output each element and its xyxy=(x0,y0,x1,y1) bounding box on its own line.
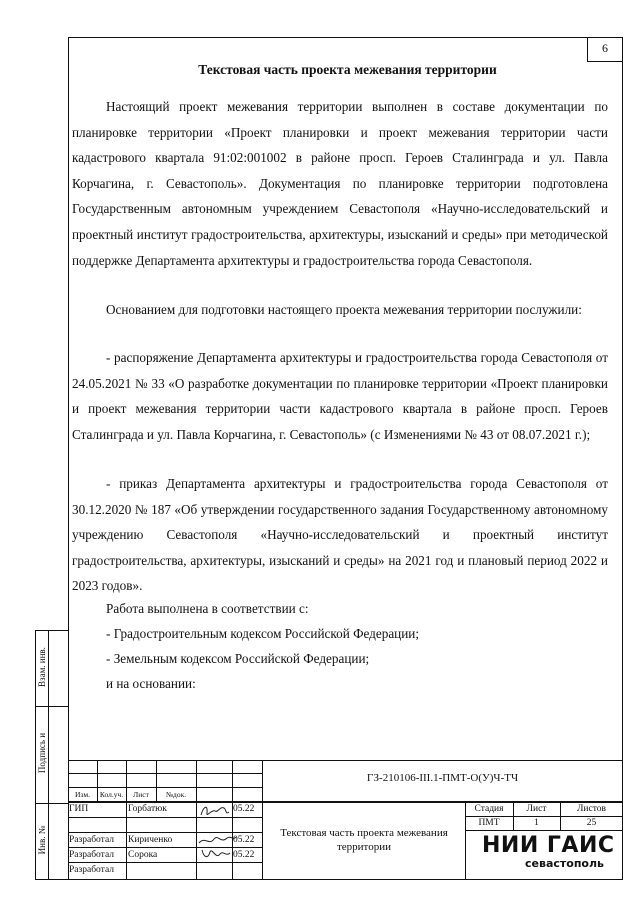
role-gip: ГИП xyxy=(69,804,89,814)
paragraph-basis-end: и на основании: xyxy=(106,676,196,691)
header-ndok: №док. xyxy=(165,790,187,799)
header-stadiya: Стадия xyxy=(474,804,504,814)
date-row-3: 05.22 xyxy=(233,850,255,860)
frame-bottom xyxy=(35,879,623,880)
header-kol: Кол.уч. xyxy=(99,790,124,799)
name-soroka: Сорока xyxy=(128,850,158,860)
document-title: Текстовая часть проекта межевания территории xyxy=(198,62,497,77)
paragraph-code-2: - Земельным кодексом Российской Федерации; xyxy=(106,651,370,666)
frame-right xyxy=(622,37,623,880)
document-name: Текстовая часть проекта межевания территории xyxy=(280,827,448,853)
page-number: 6 xyxy=(602,41,608,55)
frame-top xyxy=(68,37,623,38)
header-listov: Листов xyxy=(576,804,606,814)
name-kirichenko: Кириченко xyxy=(128,835,173,845)
role-razrabotal-2: Разработал xyxy=(69,850,114,860)
document-code: ГЗ-210106-III.1-ПМТ-О(У)Ч-ТЧ xyxy=(366,772,519,784)
stadiya-value: ПМТ xyxy=(478,818,500,828)
sheet-value: 1 xyxy=(534,818,539,828)
date-row-1: 05.22 xyxy=(233,804,255,814)
signature-soroka xyxy=(198,846,232,862)
header-list: Лист xyxy=(133,790,149,799)
sheets-value: 25 xyxy=(586,818,597,828)
paragraph-basis: Основанием для подготовки настоящего проекта межевания территории послужили: xyxy=(106,302,582,317)
name-gorbatyuk: Горбатюк xyxy=(128,804,167,814)
paragraph-intro: Настоящий проект межевания территории выполнен в составе документации по планировке территории «Проект планировки и проект межевания территории части кадастрового квартала 91:02:001002 в районе просп. Героев Сталинграда и ул. Павла Корчагина, г. Севастополь». Документация по планировке территории подготовлена Государственным автономным учреждением Севастополя «Научно-исследовательский и проектный институт градостроительства, архитектуры, изысканий и среды» при методической поддержке Департамента архитектуры и градостроительства города Севастополя. xyxy=(72,99,608,268)
date-row-2: 05.22 xyxy=(233,835,255,845)
paragraph-accordance: Работа выполнена в соответствии с: xyxy=(106,601,309,616)
side-label-inv: Инв. № xyxy=(37,825,47,855)
header-list-2: Лист xyxy=(526,804,547,814)
org-logo: НИИ ГАИС xyxy=(482,833,615,858)
paragraph-order-1: - распоряжение Департамента архитектуры и градостроительства города Севастополя от 24.05.2021 № 33 «О разработке документации по планировке территории «Проект планировки и проект межевания территории части кадастрового квартала в районе просп. Героев Сталинграда и ул. Павла Корчагина, г. Севастополь» (с Изменениями № 43 от 08.07.2021 г.); xyxy=(72,350,608,442)
role-razrabotal-3: Разработал xyxy=(69,865,114,875)
header-izm: Изм. xyxy=(75,790,90,799)
side-label-vzam: Взам. инв. xyxy=(37,647,47,687)
side-label-podpis: Подпись и xyxy=(37,732,47,774)
signature-gorbatyuk xyxy=(198,803,232,819)
org-logo-sub: севастополь xyxy=(525,857,604,870)
paragraph-order-2: - приказ Департамента архитектуры и градостроительства города Севастополя от 30.12.2020 № 187 «Об утверждении государственного задания Государственному автономному учреждению Севастополя «Научно-исследовательский и проектный институт градостроительства, архитектуры, изысканий и среды» на 2021 год и плановый период 2022 и 2023 годов». xyxy=(72,476,608,594)
frame-left xyxy=(68,37,69,880)
role-razrabotal-1: Разработал xyxy=(69,835,114,845)
paragraph-code-1: - Градостроительным кодексом Российской Федерации; xyxy=(106,626,420,641)
